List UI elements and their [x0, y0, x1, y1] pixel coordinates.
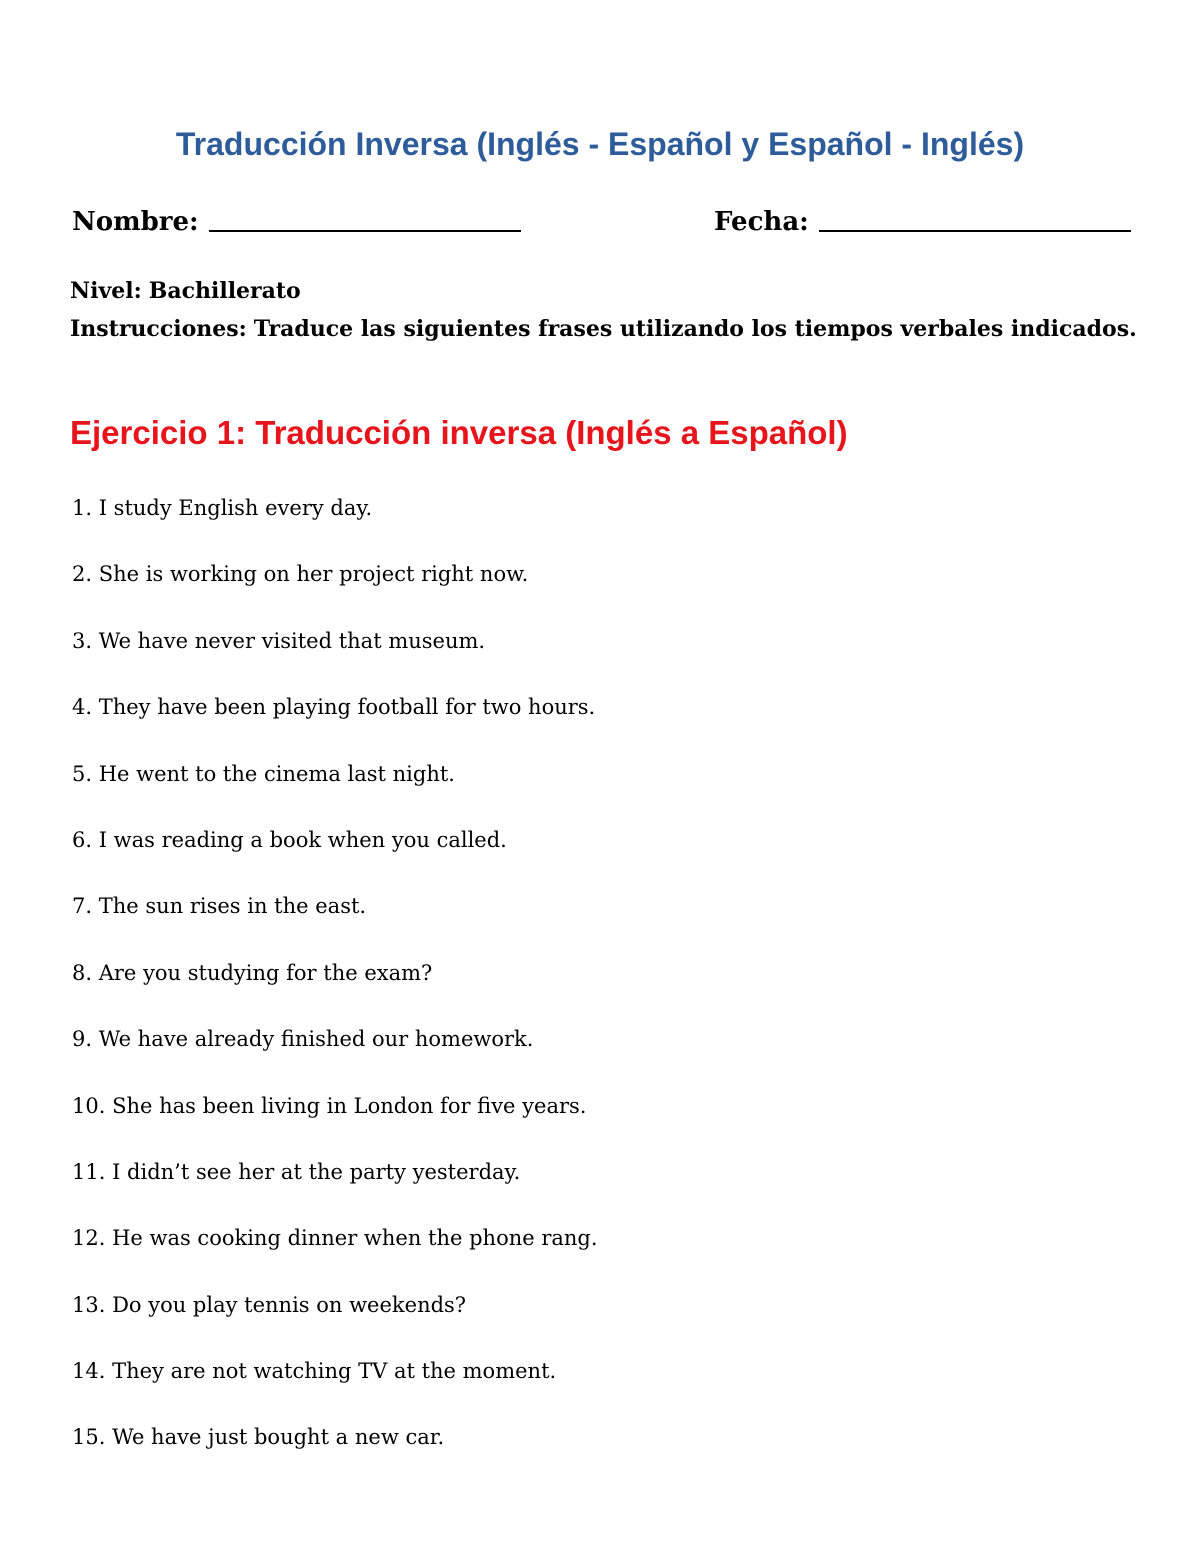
sentence-item: 15. We have just bought a new car.	[72, 1425, 445, 1450]
sentence-item: 3. We have never visited that museum.	[72, 628, 486, 653]
sentence-item: 8. Are you studying for the exam?	[72, 960, 433, 985]
sentence-item: 14. They are not watching TV at the moment.	[72, 1359, 557, 1384]
name-blank-line	[209, 230, 521, 232]
sentence-item: 9. We have already finished our homework.	[72, 1027, 534, 1052]
worksheet-title: Traducción Inversa (Inglés - Español y Español - Inglés)	[175, 126, 1025, 162]
level-line	[70, 274, 301, 309]
sentence-list	[72, 491, 598, 1487]
sentence-item: 1. I study English every day.	[72, 496, 373, 520]
exercise-heading: Ejercicio 1: Traducción inversa (Inglés a Español)	[70, 414, 848, 451]
sentence-item: 11. I didn’t see her at the party yesterday.	[72, 1159, 521, 1184]
sentence-item: 2. She is working on her project right now.	[72, 562, 529, 587]
name-label: Nombre:	[72, 207, 199, 237]
sentence-item: 6. I was reading a book when you called.	[72, 827, 507, 852]
level-label: Nivel:	[70, 278, 142, 304]
sentence-item: 5. He went to the cinema last night.	[72, 761, 455, 786]
date-label: Fecha:	[714, 207, 809, 237]
sentence-item: 7. The sun rises in the east.	[72, 894, 367, 919]
sentence-item: 10. She has been living in London for five years.	[72, 1093, 587, 1118]
sentence-item: 12. He was cooking dinner when the phone rang.	[72, 1226, 598, 1251]
level-value: Bachillerato	[148, 278, 301, 304]
sentence-item: 4. They have been playing football for two hours.	[72, 695, 596, 720]
date-blank-line	[819, 230, 1131, 232]
sentence-item: 13. Do you play tennis on weekends?	[72, 1292, 467, 1317]
instructions-text: Traduce las siguientes frases utilizando los tiempos verbales indicados.	[253, 316, 1137, 342]
instructions-label: Instrucciones:	[70, 316, 247, 342]
date-field	[714, 202, 1131, 242]
instructions-line	[70, 312, 1137, 347]
name-field	[72, 202, 521, 242]
